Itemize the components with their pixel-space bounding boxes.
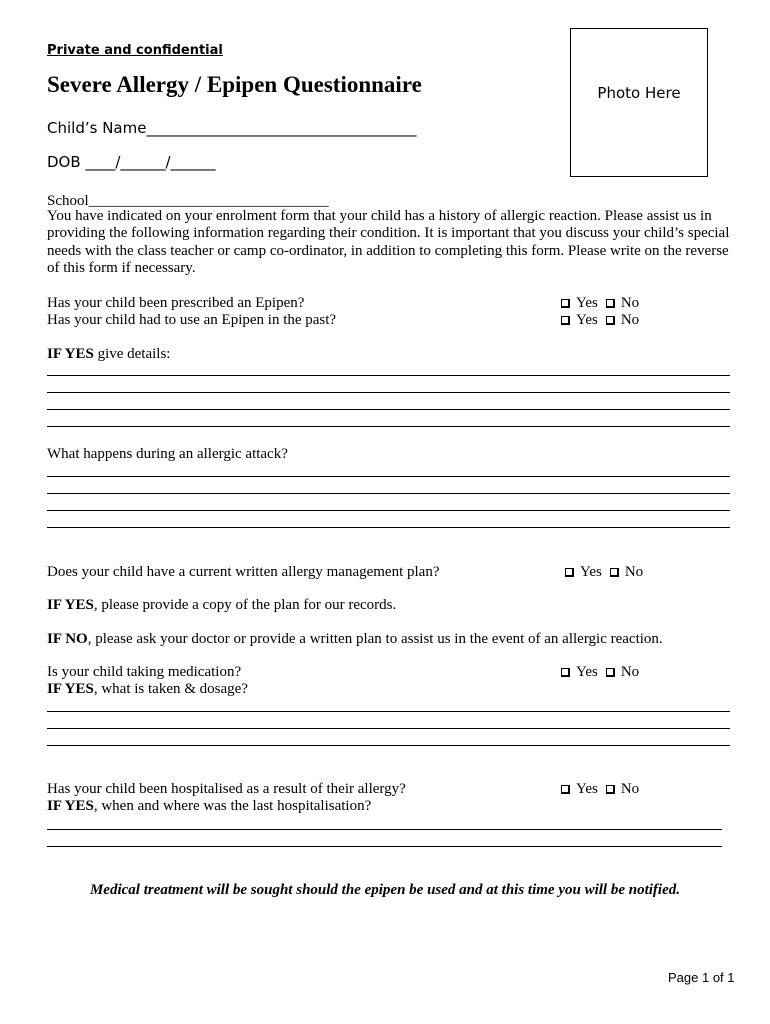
question-epipen-prescribed: Has your child been prescribed an Epipen? (47, 295, 305, 311)
answer-line[interactable] (47, 829, 722, 830)
answer-line[interactable] (47, 426, 730, 427)
checkbox-yes[interactable] (561, 785, 570, 794)
answer-line[interactable] (47, 409, 730, 410)
school-field[interactable]: School________________________________ (47, 193, 329, 209)
yes-label: Yes (576, 312, 598, 328)
no-label: No (620, 664, 640, 680)
page-number: Page 1 of 1 (668, 970, 735, 985)
child-name-field[interactable]: Child’s Name____________________________________ (47, 119, 417, 137)
question-epipen-used: Has your child had to use an Epipen in the past? (47, 312, 337, 328)
confidential-label: Private and confidential (47, 43, 223, 58)
checkbox-no[interactable] (606, 668, 615, 677)
photo-box[interactable] (570, 28, 708, 177)
no-label: No (620, 295, 640, 311)
yes-no-management-plan[interactable] (565, 564, 643, 581)
question-medication: Is your child taking medication? (47, 664, 242, 680)
dob-field[interactable]: DOB ____/______/______ (47, 153, 216, 171)
checkbox-yes[interactable] (561, 668, 570, 677)
hospitalised-if-yes-text: IF YES, when and where was the last hospitalisation? (47, 798, 372, 814)
yes-label: Yes (576, 781, 598, 797)
answer-line[interactable] (47, 745, 730, 746)
checkbox-no[interactable] (610, 568, 619, 577)
if-yes-details-label: IF YES give details: (47, 346, 171, 362)
plan-if-no-text: IF NO, please ask your doctor or provide a written plan to assist us in the event of an allergic reaction. (47, 631, 663, 647)
checkbox-no[interactable] (606, 299, 615, 308)
checkbox-yes[interactable] (565, 568, 574, 577)
yes-label: Yes (576, 295, 598, 311)
medication-if-yes-text: IF YES, what is taken & dosage? (47, 681, 248, 697)
yes-label: Yes (576, 664, 598, 680)
yes-no-medication[interactable] (561, 664, 639, 681)
no-label: No (620, 781, 640, 797)
answer-line[interactable] (47, 846, 722, 847)
medical-treatment-note: Medical treatment will be sought should the epipen be used and at this time you will be notified. (89, 882, 681, 898)
yes-no-hospitalised[interactable] (561, 781, 639, 798)
answer-line[interactable] (47, 392, 730, 393)
answer-line[interactable] (47, 711, 730, 712)
question-management-plan: Does your child have a current written allergy management plan? (47, 564, 440, 580)
checkbox-no[interactable] (606, 785, 615, 794)
no-label: No (620, 312, 640, 328)
answer-line[interactable] (47, 493, 730, 494)
photo-label: Photo Here (597, 84, 681, 102)
yes-label: Yes (580, 564, 602, 580)
answer-line[interactable] (47, 510, 730, 511)
checkbox-no[interactable] (606, 316, 615, 325)
plan-if-yes-text: IF YES, please provide a copy of the plan for our records. (47, 597, 397, 613)
question-hospitalised: Has your child been hospitalised as a result of their allergy? (47, 781, 406, 797)
yes-no-epipen-prescribed[interactable] (561, 295, 639, 312)
question-allergic-attack: What happens during an allergic attack? (47, 446, 288, 462)
answer-line[interactable] (47, 527, 730, 528)
yes-no-epipen-used[interactable] (561, 312, 639, 329)
answer-line[interactable] (47, 375, 730, 376)
no-label: No (624, 564, 644, 580)
answer-line[interactable] (47, 728, 730, 729)
answer-line[interactable] (47, 476, 730, 477)
page-title: Severe Allergy / Epipen Questionnaire (47, 72, 422, 97)
checkbox-yes[interactable] (561, 316, 570, 325)
checkbox-yes[interactable] (561, 299, 570, 308)
intro-paragraph: You have indicated on your enrolment form that your child has a history of allergic reaction. Please assist us in providing the following information regarding their condition. It is important that you discuss your child’s special needs with the class teacher or camp co-ordinator, in addition to completing this form. Please write on the reverse of this form if necessary. (47, 208, 730, 276)
